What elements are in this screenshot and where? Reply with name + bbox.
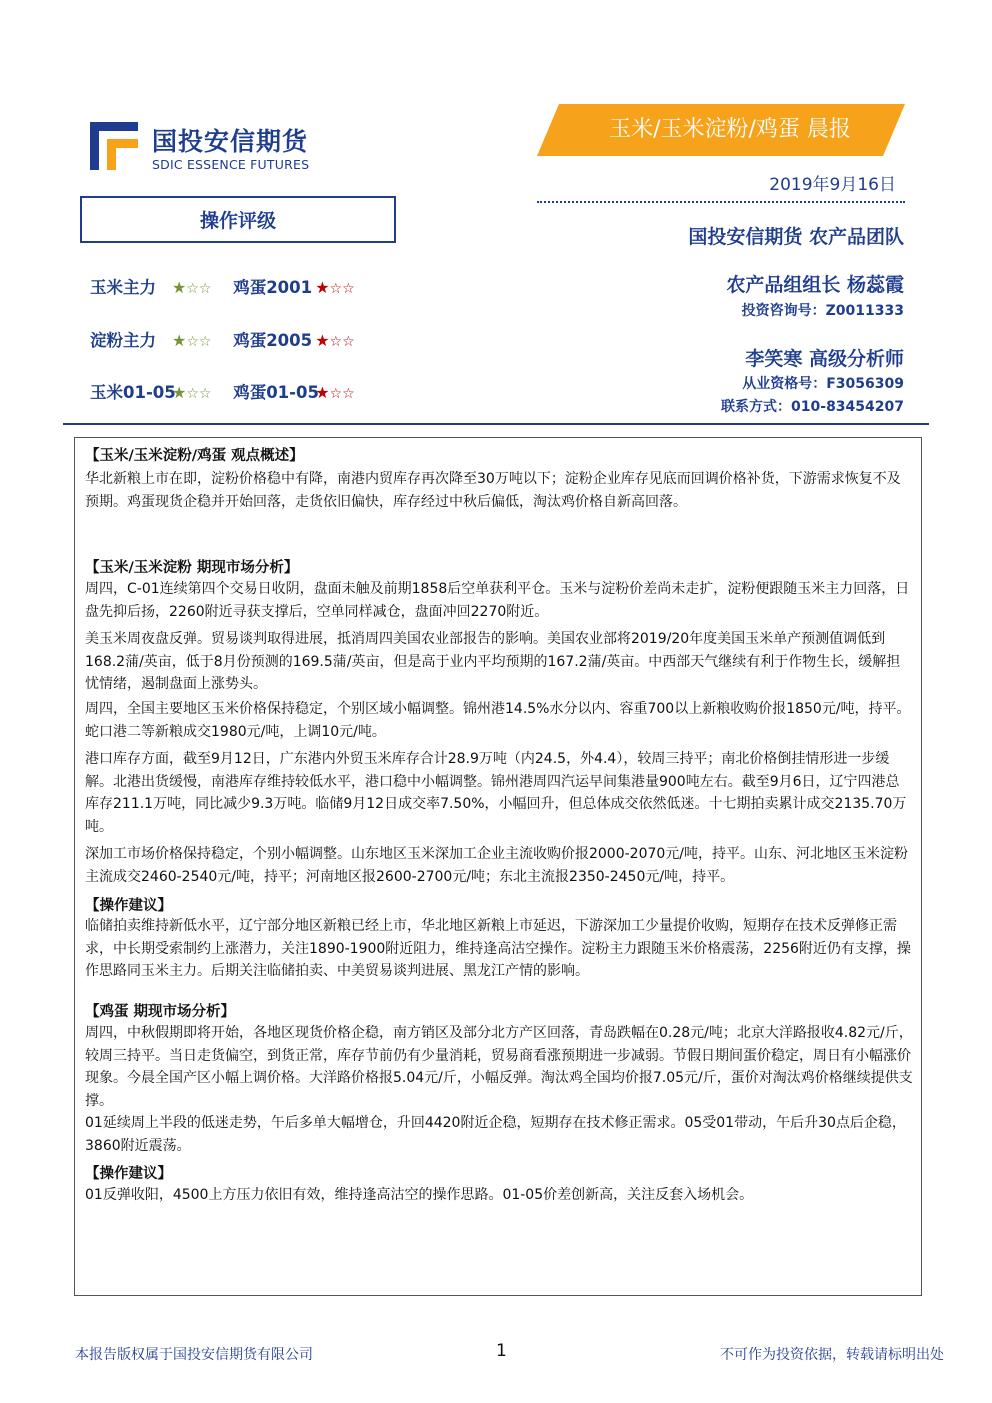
star-rating-icon: ★☆☆: [172, 278, 212, 297]
paragraph: 港口库存方面，截至9月12日，广东港内外贸玉米库存合计28.9万吨（内24.5，外4.4），较周三持平；南北价格倒挂情形进一步缓解。北港出货缓慢，南港库存维持较低水平，港口稳中小幅调整。锦州港周四汽运早间集港量900吨左右。截至9月6日，辽宁四港总库存211.1万吨，同比减少9.3万吨。临储9月12日成交率7.50%，小幅回升，但总体成交依然低迷。十七期拍卖累计成交2135.70万吨。: [85, 751, 907, 835]
star-rating-icon: ★☆☆: [315, 331, 355, 350]
company-logo-icon: [90, 122, 138, 170]
report-title: 玉米/玉米淀粉/鸡蛋 晨报: [609, 117, 851, 142]
rating-label: 鸡蛋2005: [233, 331, 313, 350]
star-rating-icon: ★☆☆: [315, 383, 355, 402]
dotted-divider: [537, 201, 905, 203]
rating-label: 玉米主力: [90, 278, 156, 297]
paragraph: 01反弹收阳，4500上方压力依旧有效，维持逢高沽空的操作思路。01-05价差创新高，关注反套入场机会。: [85, 1187, 754, 1203]
star-rating-icon: ★☆☆: [315, 278, 355, 297]
company-name-en: SDIC ESSENCE FUTURES: [152, 157, 310, 172]
section-heading: 【操作建议】: [85, 1166, 172, 1182]
rating-label: 玉米01-05: [90, 383, 176, 402]
paragraph: 周四，C-01连续第四个交易日收阴，盘面未触及前期1858后空单获利平仓。玉米与淀粉价差尚未走扩，淀粉便跟随玉米主力回落，日盘先抑后扬，2260附近寻获支撑后，空单同样减仓，盘面冲回2270附近。: [85, 581, 910, 620]
report-date: 2019年9月16日: [769, 175, 896, 195]
star-rating-icon: ★☆☆: [172, 383, 212, 402]
paragraph: 美玉米周夜盘反弹。贸易谈判取得进展，抵消周四美国农业部报告的影响。美国农业部将2019/20年度美国玉米单产预测值调低到168.2蒲/英亩，低于8月份预测的169.5蒲/英亩，但是高于业内平均预期的167.2蒲/英亩。中西部天气继续有利于作物生长，缓解担忧情绪，遏制盘面上涨势头。: [85, 631, 901, 692]
rating-row: [90, 274, 355, 298]
star-rating-icon: ★☆☆: [172, 331, 212, 350]
page-number: 1: [496, 1341, 507, 1361]
rating-title-box: [80, 196, 396, 243]
paragraph: 周四，全国主要地区玉米价格保持稳定，个别区域小幅调整。锦州港14.5%水分以内、容重700以上新粮收购价报1850元/吨，持平。蛇口港二等新粮成交1980元/吨，上调10元/吨。: [85, 701, 911, 740]
section-heading: 【玉米/玉米淀粉/鸡蛋 观点概述】: [85, 448, 304, 464]
team-name: 国投安信期货 农产品团队: [688, 226, 904, 248]
analyst-id: 从业资格号：F3056309: [742, 376, 904, 392]
analyst-contact: 联系方式：010-83454207: [721, 399, 904, 415]
header-rule: [63, 423, 929, 425]
section-heading: 【玉米/玉米淀粉 期现市场分析】: [85, 560, 299, 576]
lead-analyst-name: 农产品组组长 杨蕊霞: [726, 274, 904, 296]
section-heading: 【操作建议】: [85, 898, 172, 914]
paragraph: 临储拍卖维持新低水平，辽宁部分地区新粮已经上市，华北地区新粮上市延迟，下游深加工少量提价收购，短期存在技术反弹修正需求，中长期受索制约上涨潜力，关注1890-1900附近阻力，维持逢高沽空操作。淀粉主力跟随玉米价格震荡，2256附近仍有支撑，操作思路同玉米主力。后期关注临储拍卖、中美贸易谈判进展、黑龙江产情的影响。: [85, 918, 911, 979]
footer-copyright: 本报告版权属于国投安信期货有限公司: [75, 1347, 313, 1363]
paragraph: 深加工市场价格保持稳定，个别小幅调整。山东地区玉米深加工企业主流收购价报2000-2070元/吨，持平。山东、河北地区玉米淀粉主流成交2460-2540元/吨，持平；河南地区报2600-2700元/吨；东北主流报2350-2450元/吨，持平。: [85, 846, 909, 885]
rating-title: 操作评级: [199, 210, 276, 232]
rating-row: [90, 327, 355, 351]
company-name-cn: 国投安信期货: [152, 127, 309, 156]
rating-label: 鸡蛋01-05: [233, 383, 319, 402]
rating-row: [90, 379, 355, 403]
section-heading: 【鸡蛋 期现市场分析】: [85, 1004, 236, 1020]
footer-disclaimer: 不可作为投资依据，转载请标明出处: [720, 1347, 944, 1363]
analyst-name: 李笑寒 高级分析师: [745, 348, 904, 370]
rating-label: 淀粉主力: [90, 331, 156, 350]
lead-analyst-id: 投资咨询号：Z0011333: [741, 303, 904, 319]
paragraph: 01延续周上半段的低迷走势，午后多单大幅增仓，升回4420附近企稳，短期存在技术修正需求。05受01带动，午后升30点后企稳，3860附近震荡。: [85, 1115, 906, 1154]
rating-label: 鸡蛋2001: [233, 278, 313, 297]
report-body: [74, 437, 922, 1296]
paragraph: 周四，中秋假期即将开始，各地区现货价格企稳，南方销区及部分北方产区回落，青岛跌幅在0.28元/吨；北京大洋路报收4.82元/斤，较周三持平。当日走货偏空，到货正常，库存节前仍有少量消耗，贸易商看涨预期进一步减弱。节假日期间蛋价稳定，周日有小幅涨价现象。今晨全国产区小幅上调价格。大洋路价格报5.04元/斤，小幅反弹。淘汰鸡全国均价报7.05元/斤，蛋价对淘汰鸡价格继续提供支撑。: [85, 1025, 913, 1109]
paragraph: 华北新粮上市在即，淀粉价格稳中有降，南港内贸库存再次降至30万吨以下；淀粉企业库存见底而回调价格补货，下游需求恢复不及预期。鸡蛋现货企稳并开始回落，走货依旧偏快，库存经过中秋后偏低，淘汰鸡价格自新高回落。: [85, 471, 901, 510]
